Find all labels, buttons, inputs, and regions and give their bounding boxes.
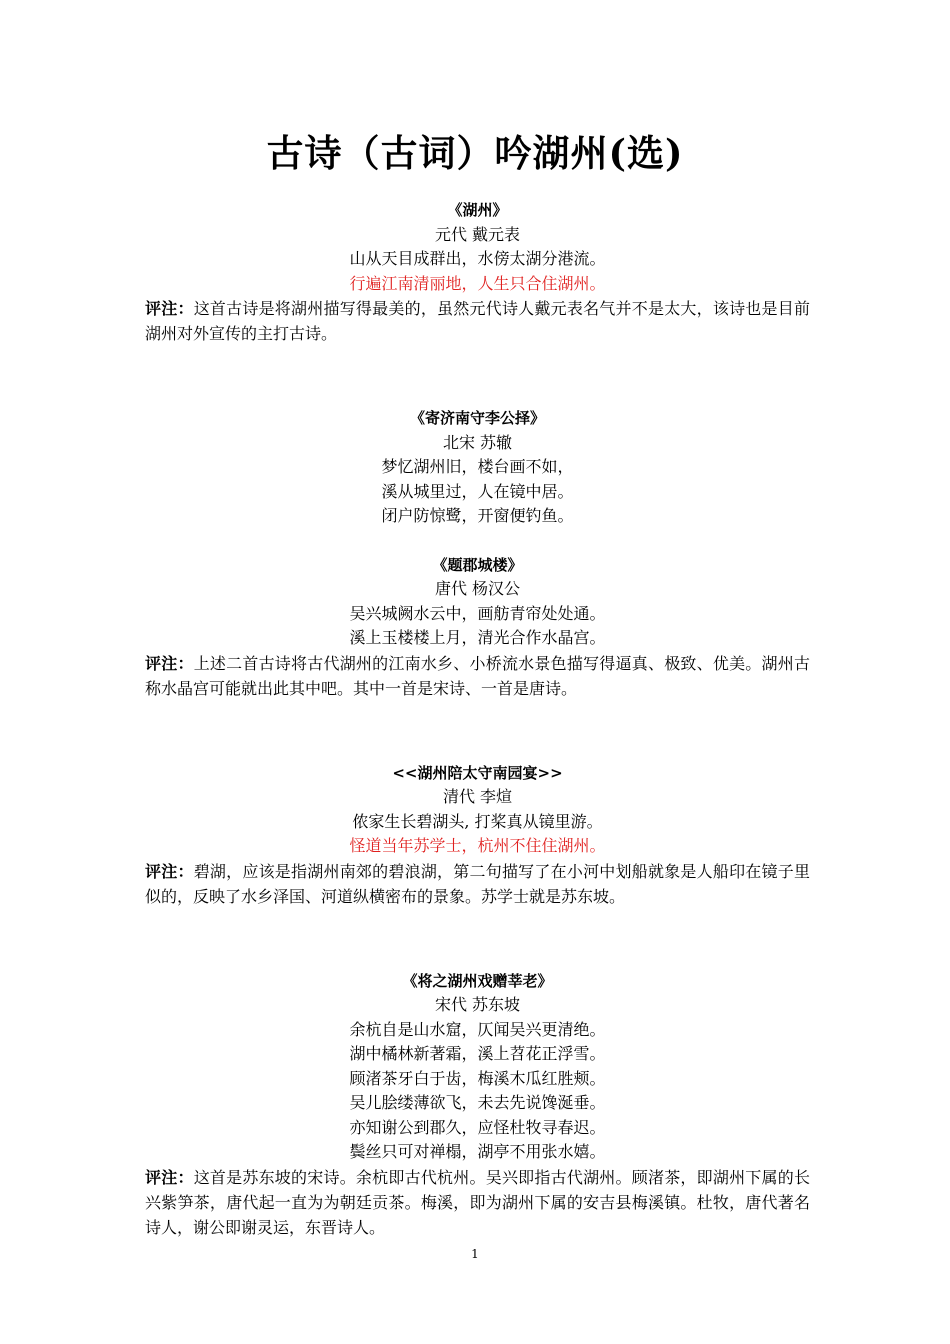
comment-text: 这首古诗是将湖州描写得最美的，虽然元代诗人戴元表名气并不是太大，该诗也是目前湖州对外宣传的主打古诗。 <box>145 299 810 343</box>
comment-label: 评注： <box>145 1167 194 1187</box>
poem-line: 亦知谢公到郡久，应怪杜牧寻春迟。 <box>349 1117 606 1137</box>
poem-title: 《将之湖州戏赠莘老》 <box>402 971 553 990</box>
poem-line: 余杭自是山水窟，仄闻吴兴更清绝。 <box>349 1019 606 1039</box>
poem-line: 鬓丝只可对禅榻，湖亭不用张水嬉。 <box>349 1142 606 1161</box>
document-body <box>145 198 810 1240</box>
poem-title: 《题郡城楼》 <box>432 555 523 574</box>
comment-text: 上述二首古诗将古代湖州的江南水乡、小桥流水景色描写得逼真、极致、优美。湖州古称水晶宫可能就出此其中吧。其中一首是宋诗、一首是唐诗。 <box>145 653 810 698</box>
poem-author: 唐代 杨汉公 <box>434 579 521 598</box>
poem-line: 顾渚茶牙白于齿，梅溪木瓜红胜颊。 <box>349 1068 606 1088</box>
poem-title: 《湖州》 <box>447 201 508 219</box>
poem-line: 溪从城里过，人在镜中居。 <box>381 481 574 501</box>
section-spacer <box>145 701 810 761</box>
comment-label: 评注： <box>145 299 194 318</box>
page-title: 古诗（古词）吟湖州(选) <box>266 131 684 175</box>
poem-line: 闭户防惊鹭，开窗便钓鱼。 <box>381 506 574 525</box>
poem-title: 《寄济南守李公择》 <box>409 409 545 427</box>
section-spacer <box>145 909 810 969</box>
page-number: 1 <box>471 1247 479 1261</box>
poem-zeng-shenlao <box>145 969 810 1240</box>
poem-comment <box>145 1165 810 1240</box>
comment-text: 碧湖，应该是指湖州南郊的碧浪湖，第二句描写了在小河中划船就象是人船印在镜子里似的，反映了水乡泽国、河道纵横密布的景象。苏学士就是苏东坡。 <box>145 861 810 906</box>
poem-ji-jinan <box>145 406 810 529</box>
poem-comment <box>145 859 810 909</box>
poem-line: 吴兴城阙水云中，画舫青帘处处通。 <box>349 603 606 623</box>
poem-line-highlight: 行遍江南清丽地，人生只合住湖州。 <box>349 273 606 293</box>
comment-label: 评注： <box>145 653 194 673</box>
poem-author: 清代 李煊 <box>442 787 513 806</box>
poem-comment <box>145 296 810 346</box>
poem-nanyuan-yan <box>145 761 810 909</box>
poem-author: 元代 戴元表 <box>434 224 521 244</box>
poem-title: <<湖州陪太守南园宴>> <box>392 763 563 782</box>
poem-line: 湖中橘林新著霜，溪上苕花正浮雪。 <box>349 1044 606 1063</box>
poem-line: 梦忆湖州旧，楼台画不如， <box>381 457 574 476</box>
poem-line: 溪上玉楼楼上月，清光合作水晶宫。 <box>349 628 606 647</box>
poem-line: 侬家生长碧湖头, 打桨真从镜里游。 <box>352 811 603 831</box>
poem-author: 宋代 苏东坡 <box>434 995 521 1014</box>
section-spacer <box>145 529 810 553</box>
poem-ti-juncheng-lou <box>145 553 810 701</box>
poem-comment <box>145 651 810 701</box>
poem-author: 北宋 苏辙 <box>442 432 513 452</box>
section-spacer <box>145 346 810 406</box>
poem-huzhou <box>145 198 810 346</box>
poem-line: 吴儿脍缕薄欲飞，未去先说馋涎垂。 <box>349 1093 606 1112</box>
comment-text: 这首是苏东坡的宋诗。余杭即古代杭州。吴兴即指古代湖州。顾渚茶，即湖州下属的长兴紫笋茶，唐代起一直为为朝廷贡茶。梅溪，即为湖州下属的安吉县梅溪镇。杜牧，唐代著名诗人，谢公即谢灵运，东晋诗人。 <box>145 1167 810 1237</box>
comment-label: 评注： <box>145 861 194 881</box>
poem-line-highlight: 怪道当年苏学士，杭州不住住湖州。 <box>349 836 606 855</box>
poem-line: 山从天目成群出，水傍太湖分港流。 <box>349 249 606 268</box>
